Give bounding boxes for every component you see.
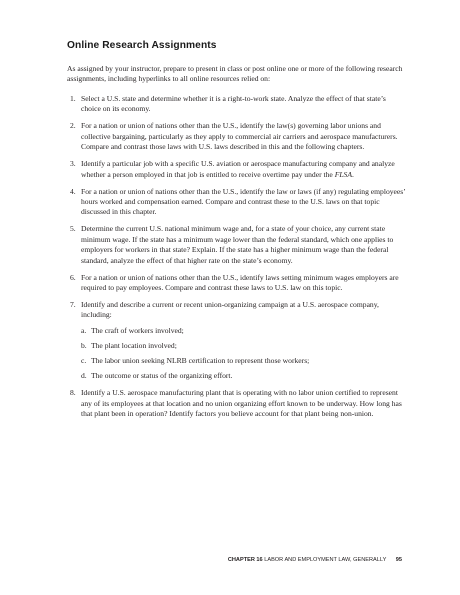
sub-item-text: The labor union seeking NLRB certification to represent those workers; <box>91 356 310 366</box>
item-number: 4. <box>70 186 76 196</box>
item-text: Identify a particular job with a specific U.S. aviation or aerospace manufacturing company and analyze whether a person employed in that job is entitled to receive overtime pay under the <box>81 159 395 179</box>
item-number: 2. <box>70 121 76 131</box>
list-item <box>67 94 407 115</box>
item-number: 1. <box>70 94 76 103</box>
item-text: Identify a U.S. aerospace manufacturing plant that is operating with no labor union certified to represent any of its employees at that location and no union organizing effort known to be underway. How long has that plant been in operation? Identify factors you believe account for that plant being non-union. <box>81 388 402 419</box>
chapter-number: CHAPTER 16 <box>227 557 263 563</box>
item-text: Select a U.S. state and determine whether it is a right-to-work state. Analyze the effect of that state’s choice on its economy. <box>81 94 386 114</box>
item-text: Determine the current U.S. national minimum wage and, for a state of your choice, any current state minimum wage. If the state has a minimum wage lower than the federal standard, which one applies to employers for workers in that state? Explain. If the state has a higher minimum wage than the federal standard, analyze the effect of that higher rate on the state’s economy. <box>81 224 394 265</box>
list-item <box>67 273 407 294</box>
sub-item-text: The outcome or status of the organizing effort. <box>91 371 233 381</box>
item-text: Identify and describe a current or recent union-organizing campaign at a U.S. aerospace company, including: <box>81 300 379 320</box>
sub-item-letter: c. <box>81 356 87 366</box>
item-text: For a nation or union of nations other than the U.S., identify the law(s) governing labor unions and collective bargaining, particularly as they apply to commercial air carriers and aerospace manufacturers. Compare and contrast those laws with U.S. laws described in this and the following chapters. <box>81 121 398 152</box>
assignment-list <box>67 94 407 426</box>
page-footer <box>228 557 402 563</box>
item-text: For a nation or union of nations other than the U.S., identify the law or laws (if any) regulating employees’ hours worked and compensation earned. Compare and contrast these to the U.S. laws on that topic discussed in this chapter. <box>81 186 406 217</box>
section-heading: Online Research Assignments <box>67 40 217 51</box>
item-text-end: . <box>352 169 354 179</box>
item-number: 6. <box>70 272 76 282</box>
sub-item-text: The plant location involved; <box>91 341 177 351</box>
list-item <box>67 224 407 266</box>
list-item <box>67 388 407 419</box>
list-item <box>67 187 407 218</box>
sub-item-letter: a. <box>81 325 87 335</box>
sub-list <box>81 326 407 382</box>
list-item <box>67 121 407 152</box>
sub-item-letter: b. <box>81 341 87 351</box>
item-text: For a nation or union of nations other than the U.S., identify laws setting minimum wages employers are required to pay employees. Compare and contrast these laws to U.S. law on this topic. <box>81 272 399 293</box>
intro-paragraph: As assigned by your instructor, prepare to present in class or post online one or more of the following research assignments, including hyperlinks to all online resources relied on: <box>67 64 403 84</box>
item-number: 5. <box>70 224 76 234</box>
chapter-title: LABOR AND EMPLOYMENT LAW, GENERALLY <box>264 557 387 563</box>
item-number: 8. <box>70 388 76 398</box>
item-number: 3. <box>70 159 76 169</box>
sub-item-letter: d. <box>81 371 87 381</box>
list-item <box>67 159 407 180</box>
sub-list-item <box>81 371 407 381</box>
sub-list-item <box>81 341 407 351</box>
sub-list-item <box>81 326 407 336</box>
page-number: 95 <box>395 557 402 563</box>
list-item <box>67 300 407 382</box>
sub-item-text: The craft of workers involved; <box>91 325 184 335</box>
sub-list-item <box>81 356 407 366</box>
item-number: 7. <box>70 300 76 310</box>
item-emphasis: FLSA <box>334 169 352 179</box>
